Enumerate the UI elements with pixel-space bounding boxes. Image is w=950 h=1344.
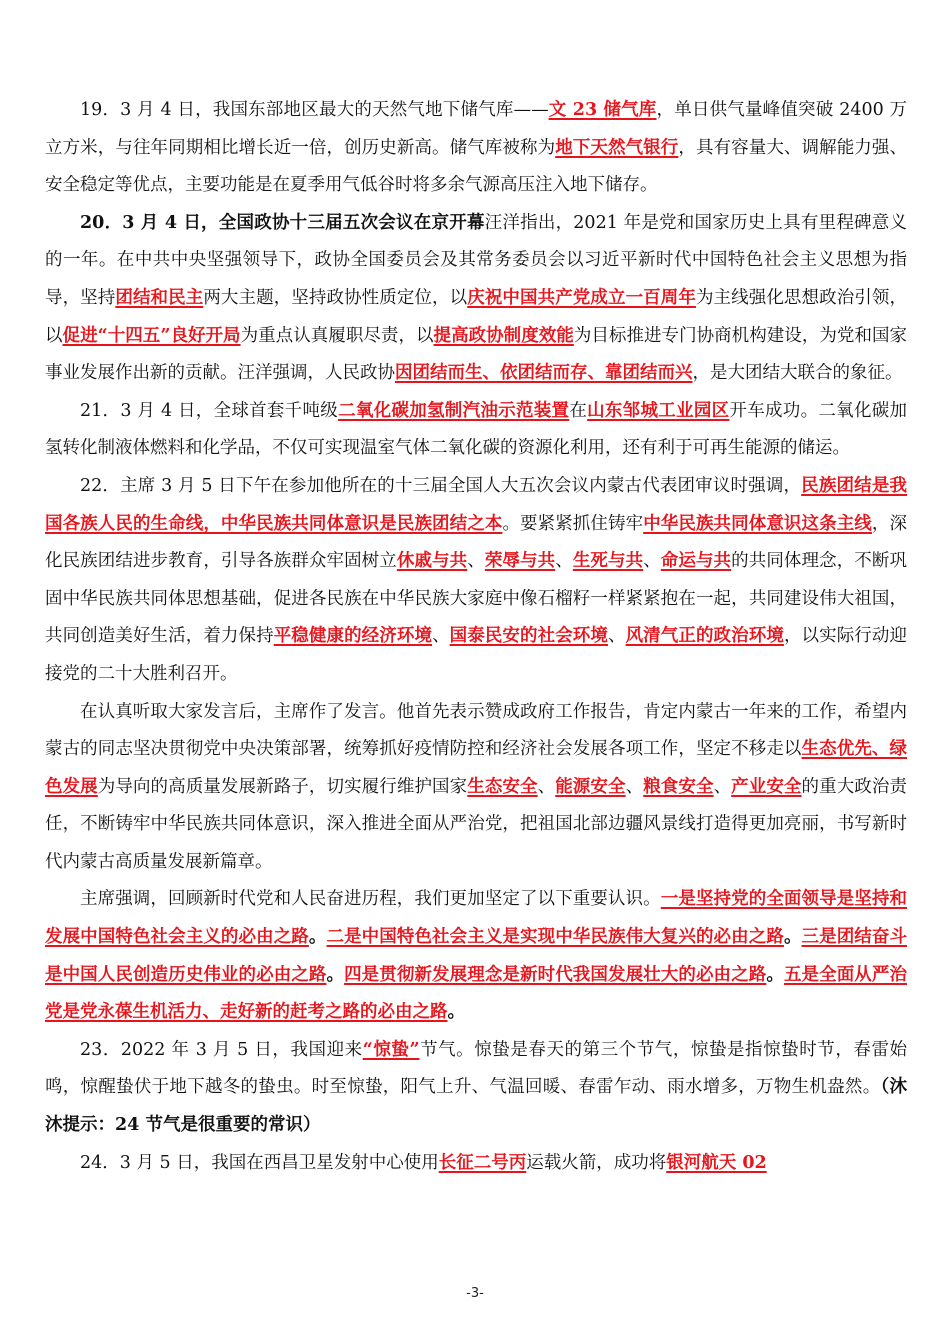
highlighted-keyword: 二是中国特色社会主义是实现中华民族伟大复兴的必由之路: [326, 927, 784, 948]
paragraph-19: [45, 92, 907, 205]
highlighted-keyword: 休戚与共: [396, 551, 468, 572]
body-text: 19．3 月 4 日，我国东部地区最大的天然气地下储气库——: [80, 100, 549, 120]
body-text: 为目标推进专门协商机构建设，为党和国家事业发展作出新的贡献。汪洋强调，人民政协: [45, 325, 908, 384]
bold-text: 。: [783, 927, 802, 948]
body-text: 在认真听取大家发言后，主席作了发言。他首先表示赞成政府工作报告，肯定内蒙古一年来的工作，希望内蒙古的同志坚决贯彻党中央决策部署，统筹抓好疫情防控和经济社会发展各项工作，坚定不移走以: [45, 701, 907, 760]
body-text: 21．3 月 4 日，全球首套千吨级: [80, 400, 339, 421]
bold-text: 20．3 月 4 日，全国政协十三届五次会议在京开幕: [80, 212, 485, 233]
highlighted-keyword: 四是贯彻新发展理念是新时代我国发展壮大的必由之路: [344, 964, 767, 985]
highlighted-keyword: 团结和民主: [115, 287, 204, 308]
bold-text: 。: [308, 927, 327, 948]
body-text: ，以实际行动迎接党的二十大胜利召开。: [45, 626, 907, 684]
paragraph-23: [45, 1032, 907, 1145]
highlighted-keyword: 庆祝中国共产党成立一百周年: [467, 287, 696, 308]
body-text: 、: [555, 551, 573, 572]
highlighted-keyword: 三是团结奋斗是中国人民创造历史伟业的必由之路: [45, 927, 907, 985]
highlighted-keyword: “惊蛰”: [362, 1039, 420, 1060]
body-text: 开车成功。二氧化碳加氢转化制液体燃料和化学品，不仅可实现温室气体二氧化碳的资源化利用，还有利于可再生能源的储运。: [45, 400, 908, 459]
body-text: 24．3 月 5 日，我国在西昌卫星发射中心使用: [80, 1152, 439, 1173]
bold-text: 。: [447, 1002, 465, 1023]
paragraph-24: [45, 1145, 907, 1183]
body-text: 、: [467, 551, 485, 572]
highlighted-keyword: 因团结而生、依团结而存、靠团结而兴: [395, 363, 693, 384]
highlighted-keyword: 民族团结是我国各族人民的生命线，中华民族共同体意识是民族团结之本: [45, 475, 907, 534]
body-text: 、: [432, 626, 450, 647]
body-text: 为导向的高质量发展新路子，切实履行维护国家: [97, 776, 468, 797]
body-text: 、: [625, 776, 644, 797]
highlighted-keyword: 提高政协制度效能: [433, 325, 574, 346]
bold-text: 。: [326, 964, 345, 985]
highlighted-keyword: 命运与共: [660, 551, 732, 572]
highlighted-keyword: 山东邹城工业园区: [587, 400, 730, 421]
highlighted-keyword: 国泰民安的社会环境: [449, 626, 608, 647]
body-text: 22．主席 3 月 5 日下午在参加他所在的十三届全国人大五次会议内蒙古代表团审议时强调，: [80, 475, 802, 496]
document-body: [45, 92, 907, 1182]
paragraph-22-speech: [45, 694, 907, 882]
highlighted-keyword: 二氧化碳加氢制汽油示范装置: [338, 400, 570, 421]
paragraph-20: [45, 205, 907, 393]
body-text: ，深化民族团结进步教育，引导各族群众牢固树立: [45, 513, 907, 572]
body-text: 23．2022 年 3 月 5 日，我国迎来: [80, 1039, 363, 1060]
highlighted-keyword: 地下天然气银行: [555, 137, 679, 158]
body-text: 汪洋指出，2021 年是党和国家历史上具有里程碑意义的一年。在中共中央坚强领导下，政协全国委员会及其常务委员会以习近平新时代中国特色社会主义思想为指导，坚持: [45, 212, 907, 308]
bold-text: （沐沐提示：24 节气是很重要的常识）: [45, 1077, 908, 1136]
highlighted-keyword: 文 23 储气库: [548, 100, 657, 120]
body-text: 、: [643, 551, 661, 572]
body-text: 在: [569, 400, 588, 421]
highlighted-keyword: 能源安全: [555, 776, 626, 797]
body-text: 。要紧紧抓住铸牢: [502, 513, 644, 534]
highlighted-keyword: 产业安全: [731, 776, 802, 797]
highlighted-keyword: 生死与共: [572, 551, 644, 572]
body-text: ，具有容量大、调解能力强、安全稳定等优点，主要功能是在夏季用气低谷时将多余气源高压注入地下储存。: [45, 137, 907, 196]
highlighted-keyword: 生态安全: [467, 776, 538, 797]
body-text: 的共同体理念，不断巩固中华民族共同体思想基础，促进各民族在中华民族大家庭中像石榴籽一样紧紧抱在一起，共同建设伟大祖国，共同创造美好生活，着力保持: [45, 551, 907, 647]
body-text: ，单日供气量峰值突破 2400 万立方米，与往年同期相比增长近一倍，创历史新高。储气库被称为: [45, 100, 907, 158]
body-text: 为重点认真履职尽责，以: [240, 325, 434, 346]
highlighted-keyword: 中华民族共同体意识这条主线: [643, 513, 872, 534]
paragraph-22: [45, 468, 907, 694]
body-text: 、: [713, 776, 732, 797]
body-text: 主席强调，回顾新时代党和人民奋进历程，我们更加坚定了以下重要认识。: [80, 889, 661, 910]
body-text: 为主线强化思想政治引领，以: [45, 287, 907, 346]
body-text: 运载火箭，成功将: [526, 1152, 667, 1173]
bold-text: 。: [766, 964, 784, 985]
highlighted-keyword: 银河航天 02: [666, 1152, 767, 1173]
page-number: -3-: [466, 1286, 484, 1301]
highlighted-keyword: 促进“十四五”良好开局: [62, 325, 241, 346]
highlighted-keyword: 风清气正的政治环境: [625, 626, 784, 647]
highlighted-keyword: 荣辱与共: [484, 551, 556, 572]
body-text: 、: [537, 776, 556, 797]
highlighted-keyword: 长征二号丙: [438, 1152, 527, 1173]
paragraph-21: [45, 393, 907, 468]
body-text: 、: [608, 626, 626, 647]
body-text: 两大主题，坚持政协性质定位，以: [203, 287, 468, 308]
highlighted-keyword: 生态优先、绿色发展: [45, 739, 907, 797]
highlighted-keyword: 一是坚持党的全面领导是坚持和发展中国特色社会主义的必由之路: [45, 889, 908, 948]
body-text: 节气。惊蛰是春天的第三个节气，惊蛰是指惊蛰时节，春雷始鸣，惊醒蛰伏于地下越冬的蛰虫。时至惊蛰，阳气上升、气温回暖、春雷乍动、雨水增多，万物生机盎然。: [45, 1039, 907, 1098]
paragraph-22-conclusions: [45, 881, 907, 1031]
body-text: ，是大团结大联合的象征。: [692, 363, 903, 384]
highlighted-keyword: 五是全面从严治党是党永葆生机活力、走好新的赶考之路的必由之路: [45, 964, 907, 1023]
highlighted-keyword: 粮食安全: [643, 776, 714, 797]
body-text: 的重大政治责任，不断铸牢中华民族共同体意识，深入推进全面从严治党，把祖国北部边疆风景线打造得更加亮丽，书写新时代内蒙古高质量发展新篇章。: [45, 776, 907, 872]
highlighted-keyword: 平稳健康的经济环境: [273, 626, 433, 647]
